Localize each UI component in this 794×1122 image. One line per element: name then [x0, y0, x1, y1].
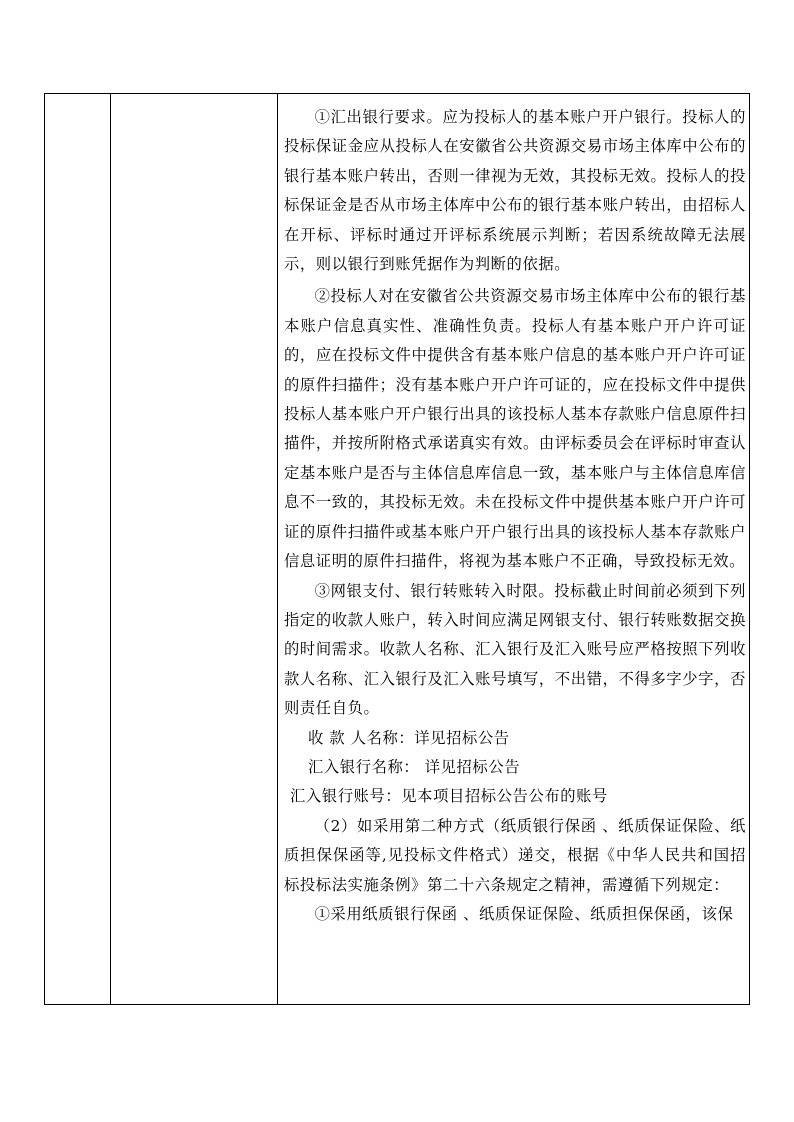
paragraph-basic-account: ②投标人对在安徽省公共资源交易市场主体库中公布的银行基本账户信息真实性、准确性负责。投标人有基本账户开户许可证的，应在投标文件中提供含有基本账户信息的基本账户开户许可证的原件扫描件；没有基本账户开户许可证的，应在投标文件中提供投标人基本账户开户银行出具的该投标人基本存款账户信息原件扫描件，并按所附格式承诺真实有效。由评标委员会在评标时审查认定基本账户是否与主体信息库信息一致，基本账户与主体信息库信息不一致的，其投标无效。未在投标文件中提供基本账户开户许可证的原件扫描件或基本账户开户银行出具的该投标人基本存款账户信息证明的原件扫描件，将视为基本账户不正确，导致投标无效。 — [284, 287, 746, 571]
cell-content — [284, 103, 746, 929]
receiving-account-line: 汇入银行账号：见本项目招标公告公布的账号 — [290, 787, 608, 806]
paragraph-paper-guarantee-rule-1: ①采用纸质银行保函 、纸质保证保险、纸质担保保函，该保 — [314, 904, 734, 923]
payee-name-line: 收 款 人名称：详见招标公告 — [308, 728, 510, 747]
table-column-item — [111, 94, 278, 1004]
content-table — [44, 93, 750, 1005]
table-column-content — [278, 94, 749, 1004]
paragraph-transfer-deadline: ③网银支付、银行转账转入时限。投标截止时间前必须到下列指定的收款人账户，转入时间应满足网银支付、银行转账数据交换的时间需求。收款人名称、汇入银行及汇入账号应严格按照下列收款人名称、汇入银行及汇入账号填写，不出错，不得多字少字，否则责任自负。 — [284, 581, 746, 718]
table-column-index — [45, 94, 111, 1004]
paragraph-remitting-bank: ①汇出银行要求。应为投标人的基本账户开户银行。投标人的投标保证金应从投标人在安徽省公共资源交易市场主体库中公布的银行基本账户转出，否则一律视为无效，其投标无效。投标人的投标保证金是否从市场主体库中公布的银行基本账户转出，由招标人在开标、评标时通过开评标系统展示判断；若因系统故障无法展示，则以银行到账凭据作为判断的依据。 — [284, 108, 746, 274]
paragraph-paper-guarantee: （2）如采用第二种方式（纸质银行保函 、纸质保证保险、纸质担保保函等,见投标文件格式）递交，根据《中华人民共和国招标投标法实施条例》第二十六条规定之精神，需遵循下列规定： — [284, 816, 746, 894]
receiving-bank-line: 汇入银行名称： 详见招标公告 — [308, 757, 521, 776]
